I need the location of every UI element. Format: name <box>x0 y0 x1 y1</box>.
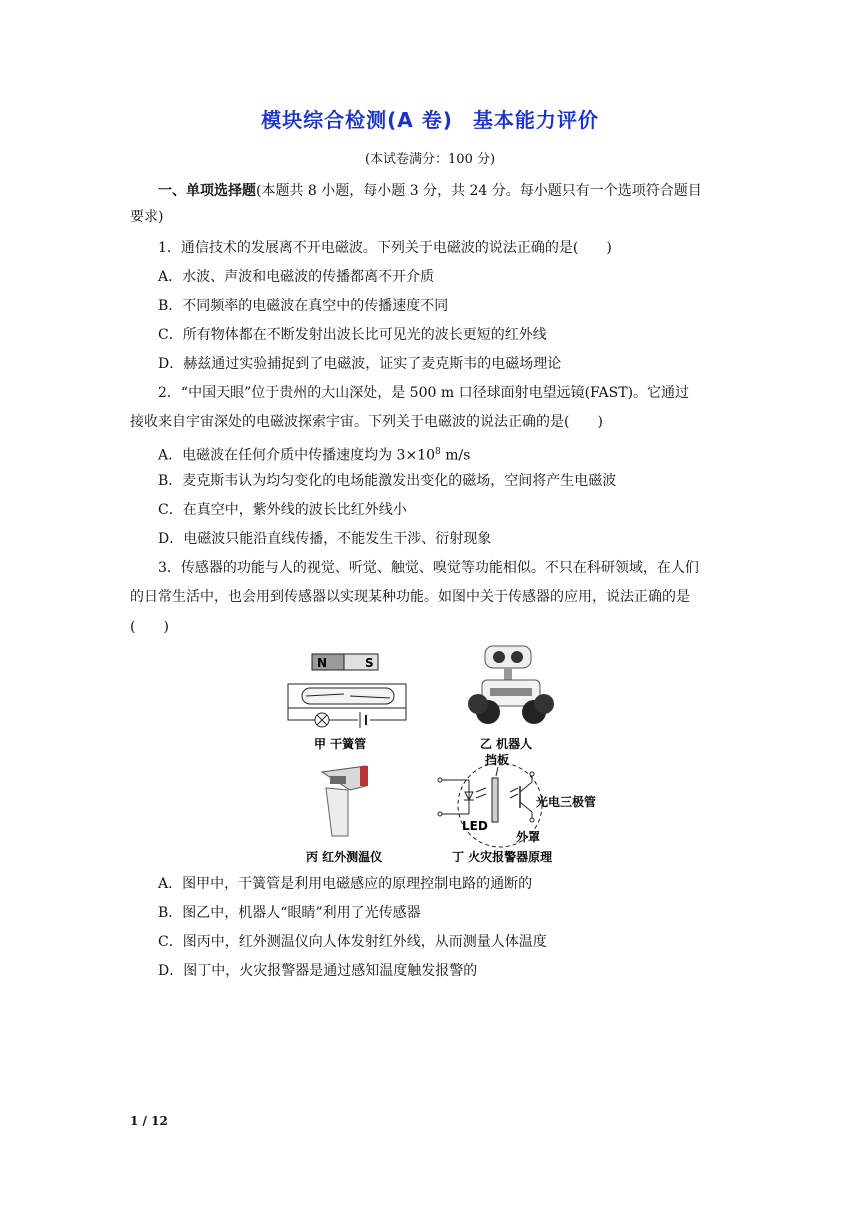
baffle-plate <box>492 778 498 822</box>
robot-body-panel <box>490 688 532 696</box>
q2-stem-line2: 接收来自宇宙深处的电磁波探索宇宙。下列关于电磁波的说法正确的是( ) <box>130 414 603 430</box>
q1-option-c: C．所有物体都在不断发射出波长比可见光的波长更短的红外线 <box>158 327 547 343</box>
caption-jia: 甲 干簧管 <box>314 737 367 751</box>
q3-option-d: D．图丁中，火灾报警器是通过感知温度触发报警的 <box>158 963 478 979</box>
score-note: (本试卷满分：100 分) <box>364 152 496 167</box>
fire-alarm-diagram <box>438 752 596 864</box>
q3-option-b: B．图乙中，机器人“眼睛”利用了光传感器 <box>158 905 421 921</box>
thermometer-handle <box>326 788 348 836</box>
q2-option-b: B．麦克斯韦认为均匀变化的电场能激发出变化的磁场，空间将产生电磁波 <box>158 473 617 489</box>
section-heading: 一、单项选择题 <box>158 183 256 199</box>
page-title <box>0 104 860 133</box>
magnet-s-label: S <box>365 656 374 670</box>
q3-stem-line2: 的日常生活中，也会用到传感器以实现某种功能。如图中关于传感器的应用，说法正确的是 <box>130 589 690 605</box>
title-sub: 基本能力评价 <box>472 108 599 132</box>
ir-thermometer-image <box>306 766 382 864</box>
cover-label: 外罩 <box>516 830 541 844</box>
section-heading-line <box>158 181 702 201</box>
q3-option-a: A．图甲中，干簧管是利用电磁感应的原理控制电路的通断的 <box>158 876 533 892</box>
thermometer-screen <box>330 776 346 784</box>
led-label: LED <box>462 819 488 833</box>
section-desc-cont: 要求) <box>130 209 164 225</box>
q3-stem-line1: 3．传感器的功能与人的视觉、听觉、触觉、嗅觉等功能相似。不只在科研领域，在人们 <box>158 560 699 576</box>
q2-stem-line1: 2．“中国天眼”位于贵州的大山深处，是 500 m 口径球面射电望远镜(FAST)。它通过 <box>158 385 690 401</box>
caption-bing: 丙 红外测温仪 <box>306 850 383 864</box>
caption-ding: 丁 火灾报警器原理 <box>452 850 553 864</box>
baffle-label: 挡板 <box>485 753 510 767</box>
q2-option-d: D．电磁波只能沿直线传播，不能发生干涉、衍射现象 <box>158 531 492 547</box>
title-main: 模块综合检测(A 卷) <box>261 108 453 132</box>
q1-option-a: A．水波、声波和电磁波的传播都离不开介质 <box>158 269 435 285</box>
q2-a-text: A．电磁波在任何介质中传播速度均为 3×10 <box>158 447 436 464</box>
q2-a-unit: m/s <box>440 447 471 464</box>
q2-option-a <box>158 442 470 466</box>
q1-option-b: B．不同频率的电磁波在真空中的传播速度不同 <box>158 298 449 314</box>
magnet-n-label: N <box>317 656 328 670</box>
caption-yi: 乙 机器人 <box>480 737 533 751</box>
reed-glass-tube <box>302 688 394 704</box>
robot-image <box>468 646 554 751</box>
reed-switch-diagram <box>288 654 406 751</box>
page-number: 1 / 12 <box>130 1114 168 1128</box>
q3-stem-line3: ( ) <box>130 619 169 635</box>
section-desc: (本题共 8 小题，每小题 3 分，共 24 分。每小题只有一个选项符合题目 <box>256 183 702 199</box>
phototransistor-label: 光电三极管 <box>536 795 597 809</box>
robot-wheel-back-right <box>534 694 554 714</box>
q1-stem: 1．通信技术的发展离不开电磁波。下列关于电磁波的说法正确的是( ) <box>158 240 612 256</box>
q1-option-d: D．赫兹通过实验捕捉到了电磁波，证实了麦克斯韦的电磁场理论 <box>158 356 562 372</box>
robot-wheel-back-left <box>468 694 488 714</box>
robot-eye-left <box>493 651 505 663</box>
q3-figure <box>270 640 630 870</box>
sensor-figure-svg <box>270 640 630 870</box>
robot-eye-right <box>511 651 523 663</box>
thermometer-tip <box>360 766 368 786</box>
q2-option-c: C．在真空中，紫外线的波长比红外线小 <box>158 502 407 518</box>
robot-head <box>485 646 531 668</box>
q3-option-c: C．图丙中，红外测温仪向人体发射红外线，从而测量人体温度 <box>158 934 547 950</box>
q2-a-exponent: 8 <box>435 447 441 457</box>
